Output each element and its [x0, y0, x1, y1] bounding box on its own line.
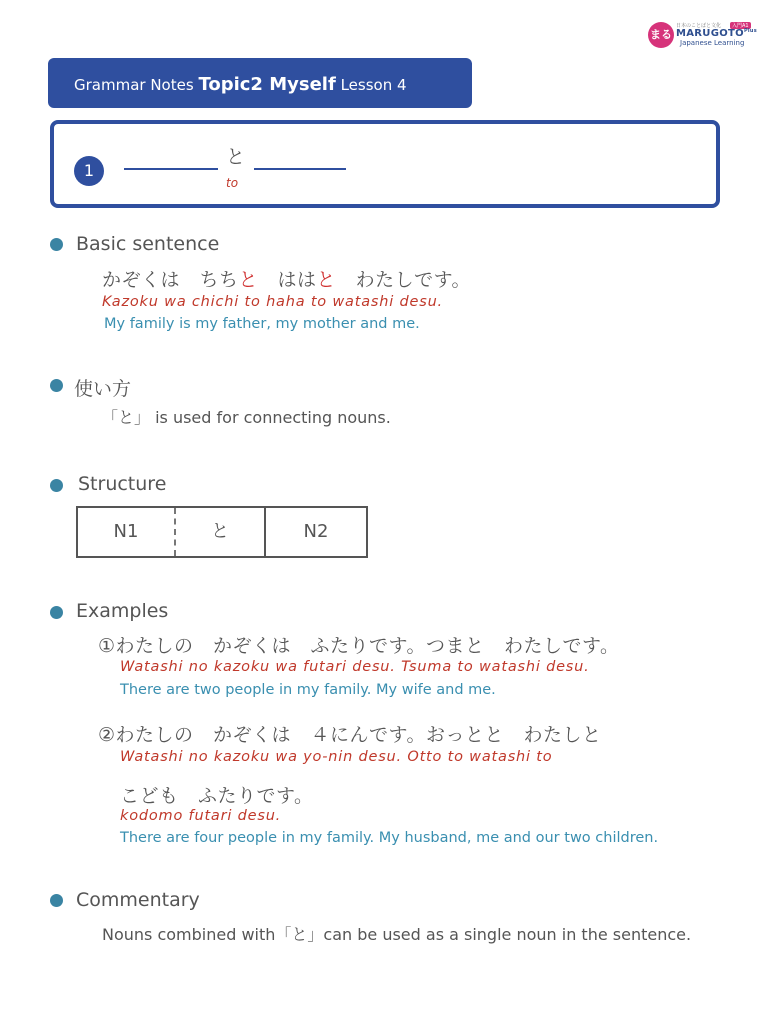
example1-english: There are two people in my family. My wife and me. — [120, 682, 496, 698]
commentary-text: Nouns combined with「と」can be used as a single noun in the sentence. — [102, 925, 692, 944]
pattern-particle: と — [226, 146, 246, 168]
bullet-dot — [50, 606, 63, 619]
title-topic: Topic2 Myself — [198, 74, 336, 95]
title-bar — [48, 58, 472, 108]
logo-tagline: 日本のことばと文化 — [676, 23, 722, 29]
structure-cell-n1: N1 — [78, 508, 176, 556]
examples-heading: Examples — [76, 600, 169, 622]
pattern-number: 1 — [74, 156, 104, 186]
logo-brand: $MARUGOTO^{Plus}$ — [676, 28, 758, 39]
logo-mark-icon: まる — [648, 22, 674, 48]
basic-romaji: Kazoku wa chichi to haha to watashi desu. — [102, 294, 443, 310]
example2-japanese-line1: ②わたしの かぞくは ４にんです。おっとと わたしと — [98, 724, 602, 746]
example2-english: There are four people in my family. My husband, me and our two children. — [120, 830, 659, 846]
basic-japanese: かぞくは ちちと ははと わたしです。 — [102, 269, 472, 291]
usage-heading: 使い方 — [74, 378, 132, 400]
example2-romaji-line2: kodomo futari desu. — [120, 808, 282, 824]
structure-table — [76, 506, 368, 558]
pattern-romaji: to — [226, 176, 239, 190]
bullet-dot — [50, 379, 63, 392]
example1-japanese: ①わたしの かぞくは ふたりです。つまと わたしです。 — [98, 635, 620, 657]
title-lesson: Lesson 4 — [340, 76, 407, 94]
blank-line-left — [124, 168, 218, 170]
structure-cell-particle: と — [176, 508, 266, 556]
structure-heading: Structure — [78, 473, 167, 495]
logo-badge: 入門A1 — [732, 23, 749, 29]
example2-romaji-line1: Watashi no kazoku wa yo-nin desu. Otto to watashi to — [120, 749, 553, 765]
marugoto-logo — [648, 22, 758, 48]
title-prefix: Grammar Notes — [74, 76, 194, 94]
page-title — [74, 74, 407, 95]
bullet-dot — [50, 894, 63, 907]
grammar-pattern-box — [50, 120, 720, 208]
usage-text: 「と」 is used for connecting nouns. — [102, 408, 391, 427]
logo-subtitle: Japanese Learning — [680, 39, 745, 47]
bullet-dot — [50, 238, 63, 251]
blank-line-right — [254, 168, 346, 170]
bullet-dot — [50, 479, 63, 492]
commentary-heading: Commentary — [76, 889, 200, 911]
example1-romaji: Watashi no kazoku wa futari desu. Tsuma to watashi desu. — [120, 659, 590, 675]
basic-english: My family is my father, my mother and me. — [104, 316, 420, 332]
structure-cell-n2: N2 — [303, 521, 329, 542]
example2-japanese-line2: こども ふたりです。 — [120, 785, 314, 807]
basic-heading: Basic sentence — [76, 233, 220, 255]
